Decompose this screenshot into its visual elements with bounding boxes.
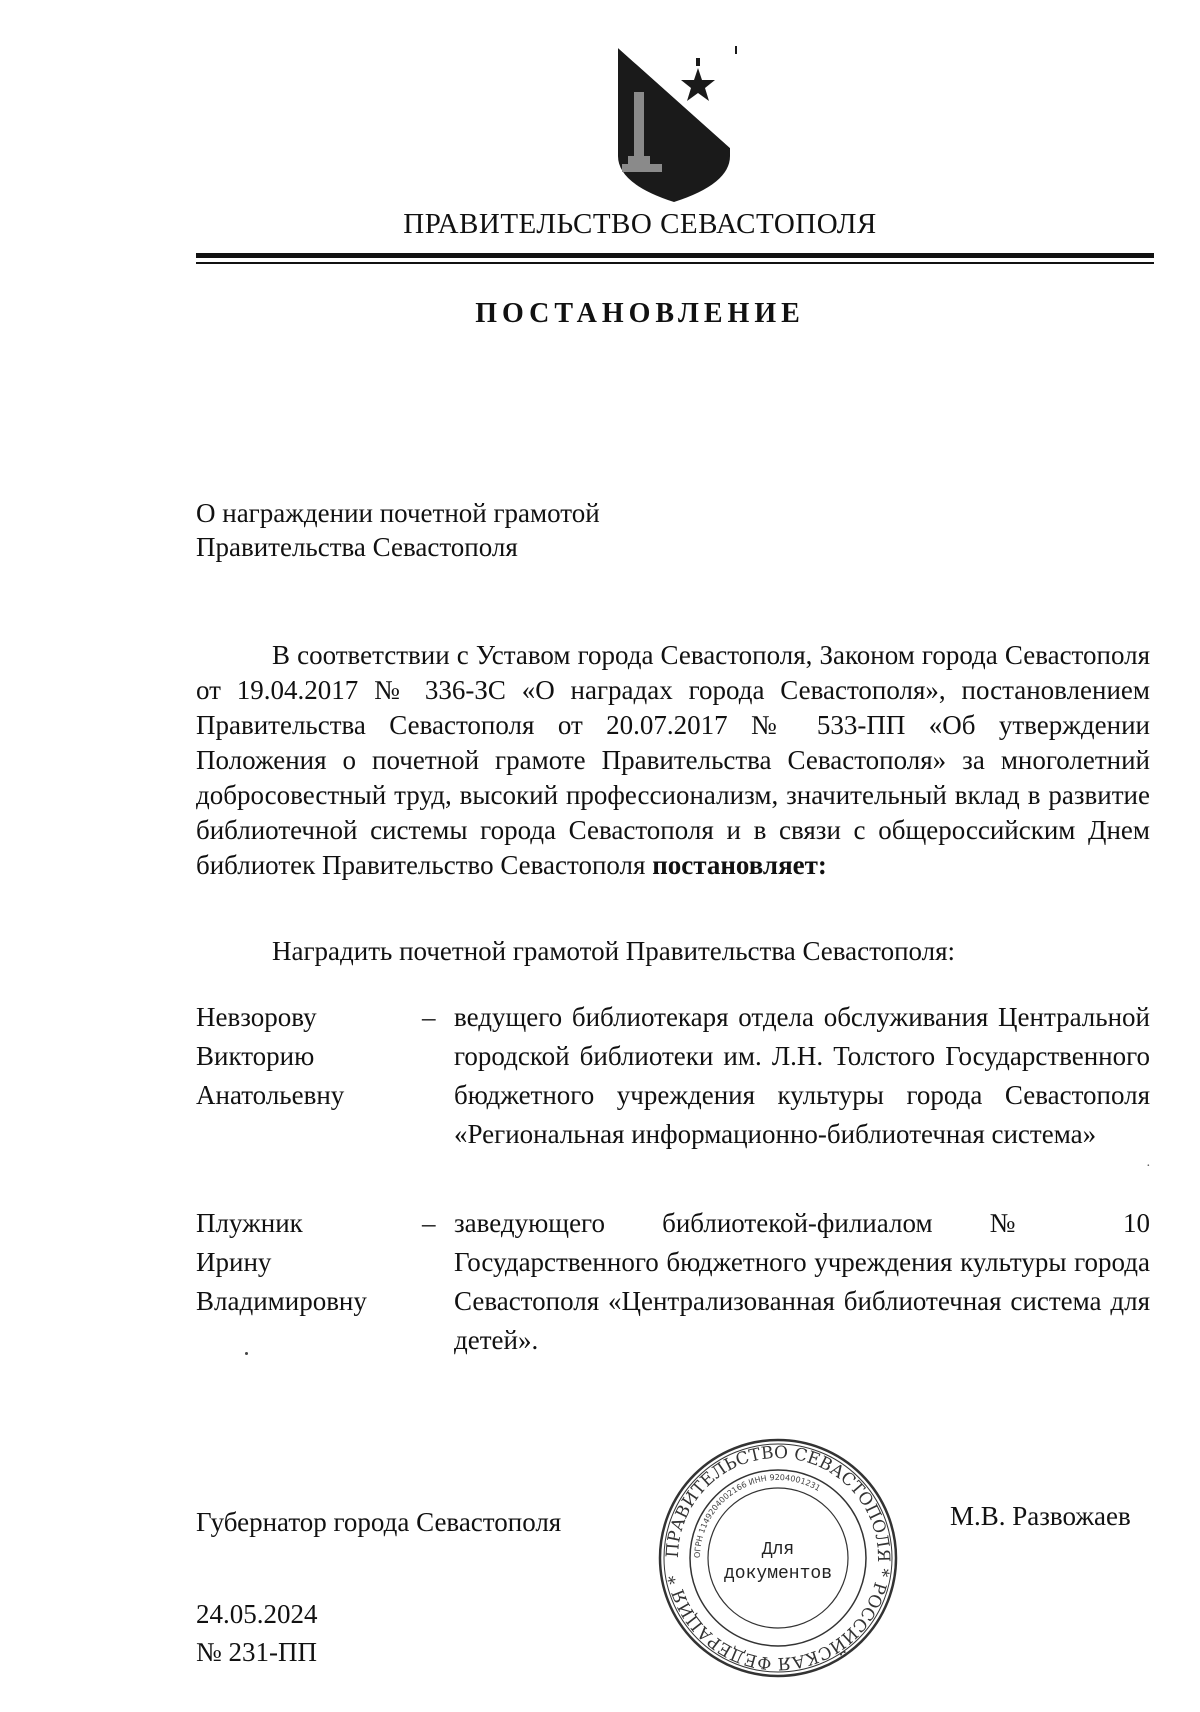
document-number: № 231-ПП [196,1637,317,1667]
scan-speck [245,1352,248,1355]
awardee-position: ведущего библиотекаря отдела обслуживания Центральной городской библиотеки им. Л.Н. Толстого Государственного бюджетного учреждения культуры города Севастополя «Региональная информационно-библиотечная система» [454,1002,1150,1149]
awardee-entry [196,1204,1150,1360]
awardee-first-name: Викторию [196,1041,315,1071]
seal-center-line-1: Для [761,1540,795,1560]
signer-name: М.В. Развожаев [950,1501,1131,1531]
preamble-text: В соответствии с Уставом города Севастополя, Законом города Севастополя от 19.04.2017 № 336-ЗС «О наградах города Севастополя», постановлением Правительства Севастополя от 20.07.2017 № 533-ПП «Об утверждении Положения о почетной грамоте Правительства Севастополя» за многолетний добросовестный труд, высокий профессионализм, значительный вклад в развитие библиотечной системы города Севастополя и в связи с общероссийским Днем библиотек Правительство Севастополя [196,640,1150,880]
document-date: 24.05.2024 [196,1599,318,1629]
awardee-surname: Невзорову [196,1002,317,1032]
seal-registration-text: ОГРН 1149204002166 ИНН 9204001231 [692,1472,822,1559]
awardee-position: заведующего библиотекой-филиалом № 10 Государственного бюджетного учреждения культуры города Севастополя «Централизованная библиотечная система для детей». [454,1208,1150,1355]
document-subject [196,496,600,564]
awardee-patronymic: Анатольевну [196,1080,345,1110]
official-seal [654,1434,902,1682]
seal-ring-text: ПРАВИТЕЛЬСТВО СЕВАСТОПОЛЯ * РОССИЙСКАЯ ФЕДЕРАЦИЯ * [662,1442,894,1674]
award-statement: Наградить почетной грамотой Правительства Севастополя: [272,936,956,966]
subject-line-1: О награждении почетной грамотой [196,498,600,528]
subject-line-2: Правительства Севастополя [196,532,518,562]
awardee-surname: Плужник [196,1208,303,1238]
government-name: ПРАВИТЕЛЬСТВО СЕВАСТОПОЛЯ [403,208,877,240]
awardee-patronymic: Владимировну [196,1286,367,1316]
document-type-title: ПОСТАНОВЛЕНИЕ [475,298,805,329]
awardee-name [196,1204,426,1321]
header-rule-thin [196,262,1154,264]
seal-center-line-2: документов [723,1564,833,1584]
awardee-entry [196,998,1150,1154]
signer-title: Губернатор города Севастополя [196,1507,562,1537]
header-rule-thick [196,253,1154,258]
sevastopol-coat-of-arms [612,44,742,204]
awardee-dash: – [422,1208,436,1238]
awardee-first-name: Ирину [196,1247,272,1277]
scan-mark: · [1146,1159,1151,1174]
awardee-dash: – [422,1002,436,1032]
preamble-resolves: постановляет: [652,850,827,880]
awardee-name [196,998,426,1115]
preamble-paragraph [196,638,1150,883]
